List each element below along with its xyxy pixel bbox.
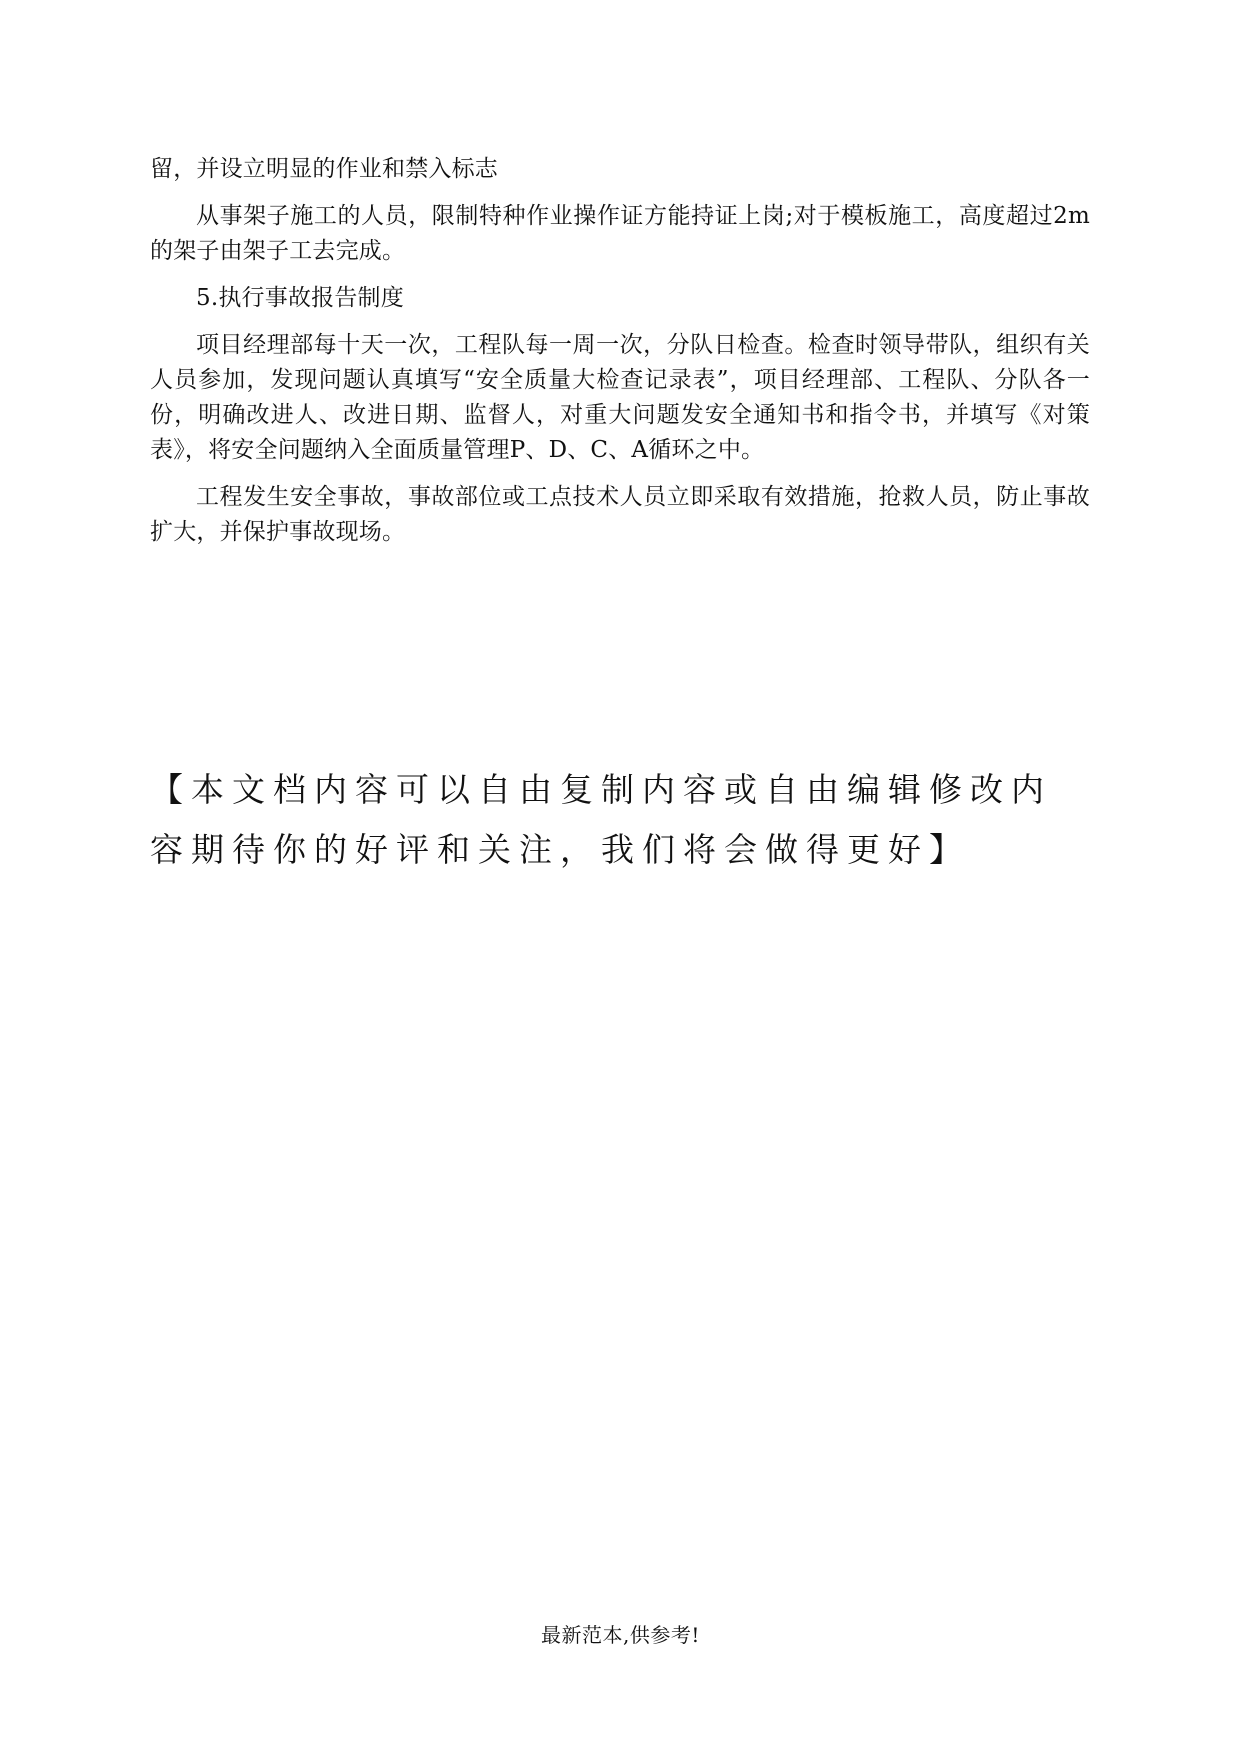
section-heading-accident-report: 5.执行事故报告制度 xyxy=(196,285,404,311)
paragraph-scaffold-personnel: 从事架子施工的人员，限制特种作业操作证方能持证上岗;对于模板施工，高度超过2m的架子由架子工去完成。 xyxy=(150,203,1090,264)
editable-notice: 【本文档内容可以自由复制内容或自由编辑修改内容期待你的好评和关注，我们将会做得更好】 xyxy=(150,770,1052,869)
paragraph-inspection: 项目经理部每十天一次，工程队每一周一次，分队日检查。检查时领导带队，组织有关人员参加，发现问题认真填写“安全质量大检查记录表”，项目经理部、工程队、分队各一份，明确改进人、改进日期、监督人，对重大问题发安全通知书和指令书，并填写《对策表》，将安全问题纳入全面质量管理P、D、C、A循环之中。 xyxy=(150,332,1090,463)
paragraph-accident-response: 工程发生安全事故，事故部位或工点技术人员立即采取有效措施，抢救人员，防止事故扩大，并保护事故现场。 xyxy=(150,484,1090,545)
paragraph-continuation: 留，并设立明显的作业和禁入标志 xyxy=(150,156,498,182)
document-body xyxy=(150,152,1090,562)
page-footer: 最新范本,供参考! xyxy=(541,1623,700,1647)
